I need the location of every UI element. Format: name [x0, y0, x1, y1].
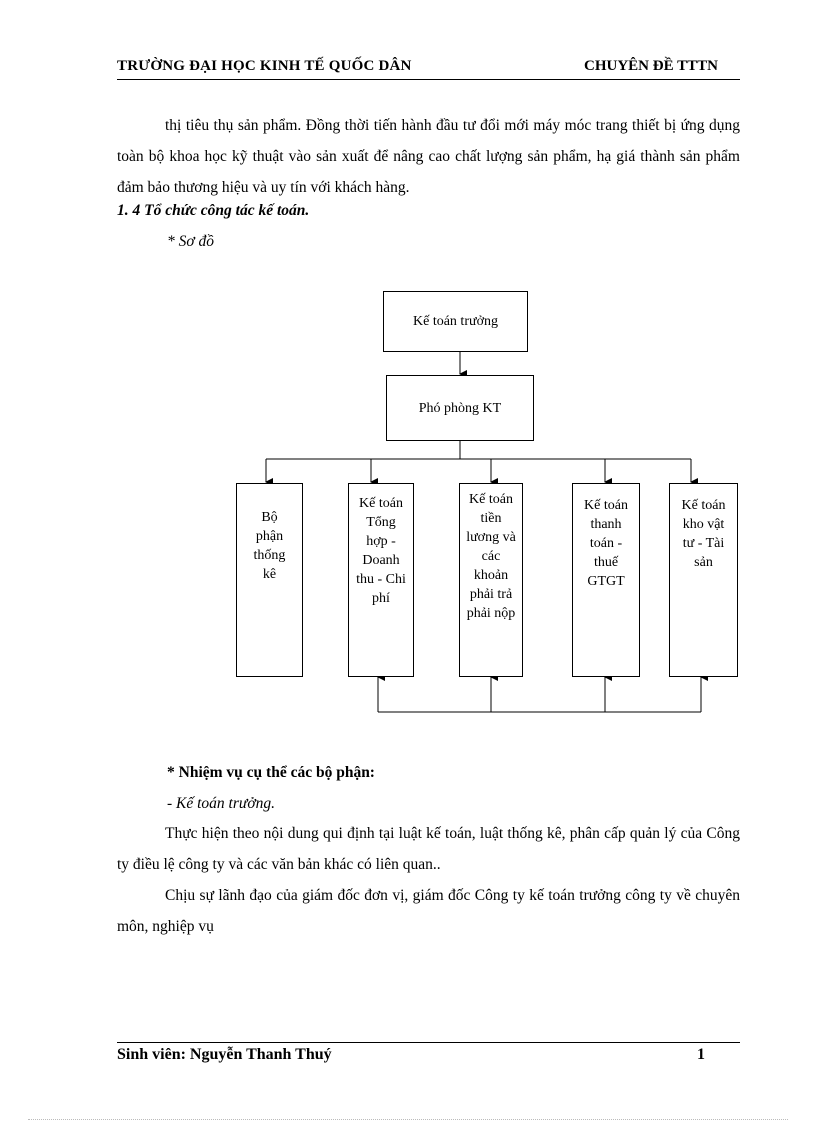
header-doc-type: CHUYÊN ĐỀ TTTN	[584, 58, 718, 74]
box-deputy-head: Phó phòng KT	[386, 375, 534, 441]
chief-accountant-title: - Kế toán trưởng.	[167, 795, 276, 812]
box-dept-statistics: Bộ phận thống kê	[236, 483, 303, 677]
box-dept-payroll: Kế toán tiền lương và các khoản phải trả phải nộp	[459, 483, 523, 677]
box-dept-general-accounting: Kế toán Tổng hợp - Doanh thu - Chi phí	[348, 483, 414, 677]
duties-paragraph-2: Chịu sự lãnh đạo của giám đốc đơn vị, giám đốc Công ty kế toán trưởng công ty về chuyên môn, nghiệp vụ	[117, 887, 740, 935]
footer-rule	[117, 1042, 740, 1043]
section-heading: 1. 4 Tổ chức công tác kế toán.	[117, 202, 310, 219]
box-chief-accountant: Kế toán trưởng	[383, 291, 528, 352]
duties-heading: * Nhiệm vụ cụ thể các bộ phận:	[167, 764, 375, 781]
page-number: 1	[697, 1046, 705, 1063]
page-edge-divider	[28, 1119, 788, 1120]
footer-student: Sinh viên: Nguyễn Thanh Thuý	[117, 1046, 332, 1063]
box-dept-payments-vat: Kế toán thanh toán - thuế GTGT	[572, 483, 640, 677]
header-school: TRƯỜNG ĐẠI HỌC KINH TẾ QUỐC DÂN	[117, 58, 412, 74]
diagram-label: * Sơ đồ	[167, 233, 215, 250]
duties-paragraph-1: Thực hiện theo nội dung qui định tại luật kế toán, luật thống kê, phân cấp quản lý của Công ty điều lệ công ty và các văn bản khác có liên quan..	[117, 825, 740, 873]
intro-paragraph: thị tiêu thụ sản phẩm. Đồng thời tiến hành đầu tư đổi mới máy móc trang thiết bị ứng dụng toàn bộ khoa học kỹ thuật vào sản xuất để nâng cao chất lượng sản phẩm, hạ giá thành sản phẩm đảm bảo thương hiệu và uy tín với khách hàng.	[117, 117, 740, 196]
box-dept-inventory-assets: Kế toán kho vật tư - Tài sản	[669, 483, 738, 677]
